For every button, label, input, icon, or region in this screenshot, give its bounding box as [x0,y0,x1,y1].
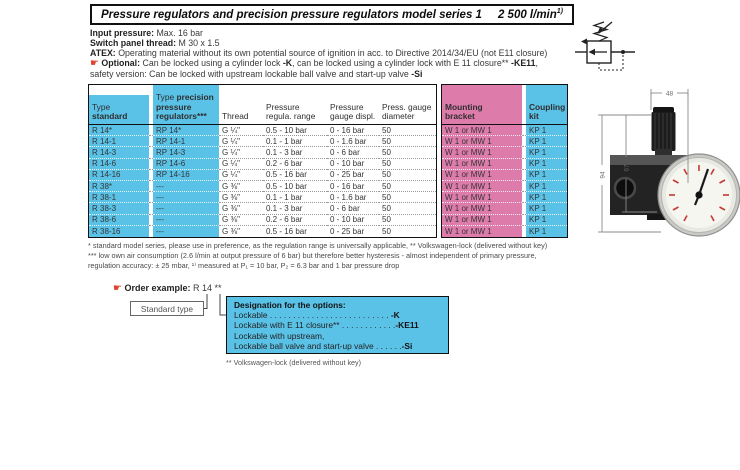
dim-width-label: 48 [665,90,674,98]
cell-thread: G ⅜" [219,181,263,192]
option-line: Lockable with upstream, [234,330,325,341]
standard-type-box: Standard type [130,301,204,316]
cell-thread: G ¼" [219,170,263,181]
cell-type-precision: --- [153,192,219,203]
cell-pressure-range: 0.5 - 16 bar [266,226,307,236]
cell-gauge-diameter: 50 [379,170,436,181]
product-photo-dimensioned [595,83,740,238]
cell-gauge-display: 0 - 16 bar [327,125,379,136]
cell-coupling-kit: KP 1 [526,226,567,237]
cell-gauge-diameter: 50 [379,215,436,226]
cell-type-precision: RP 14* [153,125,219,136]
options-title: Designation for the options: [234,300,346,310]
header-mounting-bracket: Mounting bracket [442,85,522,124]
cell-gauge-diameter: 50 [379,147,436,158]
table-body-side [442,125,567,237]
cell-type-precision: --- [153,226,219,237]
cell-thread: G ¼" [219,136,263,147]
spec-summary [90,28,588,79]
table-row-side [442,125,567,136]
cell-gauge-diameter: 50 [379,192,436,203]
footnote-line-3: regulation accuracy: ± 25 mbar, ¹⁾ measured at P₁ = 10 bar, P₂ = 6.3 bar and 1 bar pressure drop [88,260,400,270]
dim-height-total-label: 94 [599,171,607,179]
cell-type-standard: R 38-16 [89,226,149,237]
flow-rating-footnote-marker: 1) [556,8,563,16]
cell-thread: G ¼" [219,125,263,136]
cell-type-precision: --- [153,181,219,192]
table-row [89,147,436,158]
cell-coupling-kit: KP 1 [526,192,567,203]
cell-gauge-display: 0 - 10 bar [327,215,379,226]
table-row-side [442,147,567,158]
atex-line: ATEX: Operating material without its own potential source of ignition in acc. to Directive 2014/34/EU (not E11 closure) [90,48,548,58]
cell-pressure-range: 0.1 - 3 bar [263,147,327,158]
table-row [89,136,436,147]
table-row-side [442,170,567,181]
cell-pressure-range: 0.1 - 1 bar [263,136,327,147]
safety-version-line: safety version: Can be locked with upstream lockable ball valve and start-up valve -Si [90,69,423,79]
table-row-side [442,181,567,192]
cell-type-standard: R 38-3 [89,203,149,214]
flow-rating: 2 500 $l/\min^{1)}$ [497,8,563,21]
cell-type-standard: R 14-16 [89,170,149,181]
header-gauge-display: Pressure gauge displ. [330,101,376,122]
cell-thread: G ⅜" [222,226,240,236]
option-line: Lockable with E 11 closure** . . . . . . . . . . . .-KE11 [234,320,419,331]
cell-thread: G ¼" [219,147,263,158]
cell-gauge-display: 0 - 10 bar [327,159,379,170]
spec-table-main [88,84,437,238]
cell-coupling-kit: KP 1 [526,147,567,158]
cell-mounting-bracket: W 1 or MW 1 [442,170,522,181]
cell-coupling-kit: KP 1 [526,136,567,147]
page-title: Pressure regulators and precision pressure regulators model series 1 [101,8,482,21]
cell-type-standard: R 14-1 [89,136,149,147]
option-line: Lockable ball valve and start-up valve . . . . . .-Si [234,340,413,351]
cell-pressure-range: 0.1 - 1 bar [263,192,327,203]
cell-type-standard: R 14* [89,125,149,136]
page-title-box [90,4,574,25]
cell-gauge-display: 0 - 25 bar [330,226,365,236]
cell-gauge-display: 0 - 1.6 bar [327,136,379,147]
optional-line: ☛ Optional: Can be locked using a cylinder lock -K, can be locked using a cylinder lock with E 11 closure** -KE11, [90,58,538,69]
cell-gauge-display: 0 - 16 bar [327,181,379,192]
cell-mounting-bracket: W 1 or MW 1 [442,215,522,226]
footnote-line-2: *** low own air consumption (2.6 l/min at output pressure of 6 bar) but therefore better hysteresis - almost independent of primary pressure, [88,250,537,260]
cell-gauge-diameter: 50 [379,181,436,192]
cell-thread: G ¼" [219,159,263,170]
dot-leader: . . . . . . . . . . . . [341,320,396,331]
cell-gauge-display: 0 - 6 bar [327,147,379,158]
order-example-code: R 14 ** [190,283,222,293]
cell-mounting-bracket: W 1 or MW 1 [442,203,522,214]
option-code: -KE11 [395,320,419,331]
table-row [89,226,436,237]
table-row [89,181,436,192]
cell-type-standard: R 14-3 [89,147,149,158]
cell-type-precision: --- [153,203,219,214]
cell-mounting-bracket: W 1 or MW 1 [442,181,522,192]
cell-type-standard: R 38-6 [89,215,149,226]
table-row [89,170,436,181]
dot-leader: . . . . . . [376,340,402,351]
cell-type-precision: RP 14-6 [153,159,219,170]
cell-coupling-kit: KP 1 [526,181,567,192]
cell-gauge-diameter: 50 [379,125,436,136]
table-row-side [442,136,567,147]
cell-gauge-diameter: 50 [379,136,436,147]
table-header-row-side [442,85,567,125]
order-example-line: ☛ Order example: R 14 ** [113,283,222,294]
pressure-regulator-symbol [573,19,637,75]
footnote-line-1: * standard model series, please use in preference, as the regulation range is universally applicable, ** Volkswagen-lock (delivered without key) [88,241,548,250]
table-row [89,203,436,214]
option-code: -K [390,310,400,321]
cell-pressure-range: 0.2 - 6 bar [263,159,327,170]
options-designation-box [226,296,449,354]
options-list [234,310,441,351]
cell-pressure-range: 0.5 - 16 bar [263,170,327,181]
cell-mounting-bracket: W 1 or MW 1 [442,147,522,158]
table-row [89,192,436,203]
cell-type-precision: RP 14-1 [153,136,219,147]
header-thread: Thread [222,111,249,122]
table-row-side [442,226,567,237]
cell-mounting-bracket: W 1 or MW 1 [442,159,522,170]
input-pressure-line: Input pressure: Max. 16 bar [90,28,203,38]
cell-type-precision: --- [153,215,219,226]
cell-type-standard: R 14-6 [89,159,149,170]
table-row-side [442,215,567,226]
cell-coupling-kit: KP 1 [526,203,567,214]
cell-mounting-bracket: W 1 or MW 1 [442,192,522,203]
pointer-hand-icon: ☛ [113,283,122,294]
dim-height-body-label: 67 [623,164,631,172]
cell-gauge-display: 0 - 25 bar [327,170,379,181]
table-row [89,159,436,170]
cell-coupling-kit: KP 1 [526,125,567,136]
cell-pressure-range: 0.2 - 6 bar [263,215,327,226]
cell-coupling-kit: KP 1 [526,170,567,181]
header-type-standard: Type standard [89,85,149,124]
header-pressure-range: Pressure regula. range [266,101,316,122]
cell-gauge-diameter: 50 [382,226,391,236]
table-row-side [442,203,567,214]
cell-thread: G ⅜" [219,215,263,226]
cell-type-standard: R 38-1 [89,192,149,203]
option-line: Lockable . . . . . . . . . . . . . . . . . . . . . . . . . . -K [234,310,400,321]
cell-pressure-range: 0.5 - 10 bar [263,181,327,192]
cell-thread: G ⅜" [219,192,263,203]
table-row-side [442,192,567,203]
header-coupling-kit: Coupling kit [526,85,567,124]
table-footnotes [88,241,580,270]
cell-pressure-range: 0.5 - 10 bar [263,125,327,136]
table-row-side [442,159,567,170]
table-body [89,125,436,237]
cell-gauge-display: 0 - 6 bar [327,203,379,214]
cell-thread: G ⅜" [219,203,263,214]
option-code: -Si [401,340,413,351]
table-header-row [89,85,436,125]
cell-mounting-bracket: W 1 or MW 1 [442,226,522,237]
table-row [89,125,436,136]
cell-type-standard: R 38* [89,181,149,192]
cell-gauge-display: 0 - 1.6 bar [327,192,379,203]
cell-gauge-diameter: 50 [379,159,436,170]
spec-table-accessories [441,84,568,238]
cell-coupling-kit: KP 1 [526,159,567,170]
cell-mounting-bracket: W 1 or MW 1 [442,125,522,136]
pointer-hand-icon: ☛ [90,58,99,69]
cell-mounting-bracket: W 1 or MW 1 [442,136,522,147]
switch-panel-thread-line: Switch panel thread: M 30 x 1.5 [90,38,220,48]
dot-leader: . . . . . . . . . . . . . . . . . . . . . . . . . . [269,310,391,321]
cell-type-precision: RP 14-3 [153,147,219,158]
header-type-precision: Type precision pressure regulators*** [153,85,219,124]
cell-pressure-range: 0.1 - 3 bar [263,203,327,214]
volkswagen-lock-note: ** Volkswagen-lock (delivered without key) [226,358,362,367]
header-gauge-diameter: Press. gauge diameter [382,101,432,122]
cell-coupling-kit: KP 1 [526,215,567,226]
cell-gauge-diameter: 50 [379,203,436,214]
cell-type-precision: RP 14-16 [153,170,219,181]
table-row [89,215,436,226]
